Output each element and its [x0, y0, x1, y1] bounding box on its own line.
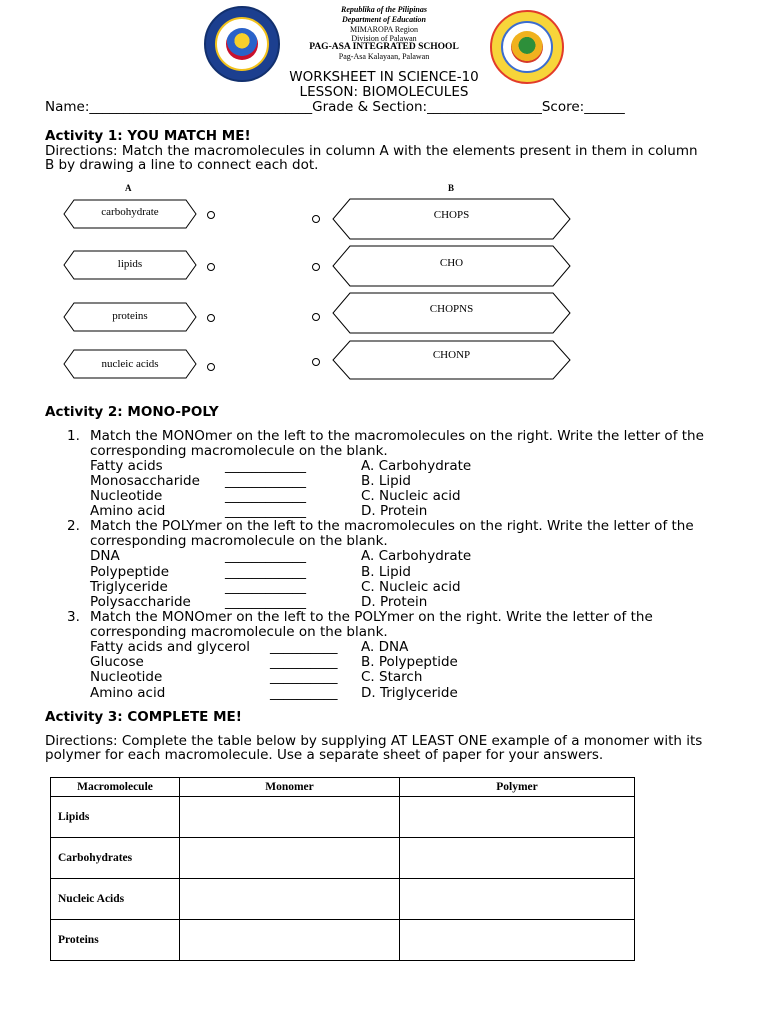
- q2-answer-blank[interactable]: ____________: [225, 564, 306, 580]
- column-b-label: B: [448, 183, 455, 193]
- activity1-directions-2: B by drawing a line to connect each dot.: [45, 157, 319, 173]
- row-header-carbohydrates: Carbohydrates: [51, 838, 180, 879]
- q3-number: 3.: [67, 609, 80, 625]
- column-a-item-nucleic-acids[interactable]: nucleic acids: [101, 358, 159, 370]
- column-b-dot: [313, 264, 320, 271]
- row-header-lipids: Lipids: [51, 797, 180, 838]
- activity3-directions-1: Directions: Complete the table below by supplying AT LEAST ONE example of a monomer with its: [45, 733, 703, 749]
- monomer-cell[interactable]: [180, 797, 400, 838]
- q2-instruction-1: Match the POLYmer on the left to the macromolecules on the right. Write the letter of the: [90, 518, 694, 534]
- header-republic: Republika of the Pilipinas: [340, 5, 427, 14]
- column-a-dot: [208, 364, 215, 371]
- q1-right-option: D. Protein: [361, 503, 428, 519]
- activity1-directions-1: Directions: Match the macromolecules in column A with the elements present in them in column: [45, 143, 698, 159]
- q1-instruction-2: corresponding macromolecule on the blank.: [90, 443, 388, 459]
- q3-right-option: B. Polypeptide: [361, 654, 458, 670]
- q1-answer-blank[interactable]: ____________: [225, 473, 306, 489]
- q2-number: 2.: [67, 518, 80, 534]
- header-school: PAG-ASA INTEGRATED SCHOOL: [309, 42, 459, 52]
- q3-left-item: Nucleotide: [90, 669, 163, 685]
- column-a-dot: [208, 212, 215, 219]
- header-address: Pag-Asa Kalayaan, Palawan: [338, 52, 430, 61]
- column-b-item-chonp[interactable]: CHONP: [432, 349, 471, 361]
- q3-right-option: D. Triglyceride: [361, 685, 458, 701]
- row-header-nucleic-acids: Nucleic Acids: [51, 879, 180, 920]
- q1-left-item: Nucleotide: [90, 488, 163, 504]
- column-a-item-proteins[interactable]: proteins: [112, 310, 148, 322]
- q1-right-option: A. Carbohydrate: [361, 458, 472, 474]
- q3-instruction-2: corresponding macromolecule on the blank.: [90, 624, 388, 640]
- q3-left-item: Glucose: [90, 654, 144, 670]
- q1-answer-blank[interactable]: ____________: [225, 503, 306, 519]
- table-row: [51, 879, 635, 920]
- q3-answer-blank[interactable]: __________: [270, 685, 338, 701]
- polymer-cell[interactable]: [400, 797, 635, 838]
- column-b-dot: [313, 314, 320, 321]
- col-header-polymer: Polymer: [400, 778, 635, 797]
- q1-instruction-1: Match the MONOmer on the left to the macromolecules on the right. Write the letter of the: [90, 428, 704, 444]
- column-a-item-carbohydrate[interactable]: carbohydrate: [101, 206, 159, 218]
- monomer-cell[interactable]: [180, 879, 400, 920]
- monomer-cell[interactable]: [180, 920, 400, 961]
- table-header-row: [51, 778, 635, 797]
- polymer-cell[interactable]: [400, 920, 635, 961]
- table-row: [51, 920, 635, 961]
- q2-left-item: Polysaccharide: [90, 594, 191, 610]
- q1-number: 1.: [67, 428, 80, 444]
- worksheet-title: WORKSHEET IN SCIENCE-10: [289, 69, 479, 85]
- q1-left-item: Amino acid: [90, 503, 166, 519]
- q2-answer-blank[interactable]: ____________: [225, 579, 306, 595]
- q2-left-item: DNA: [90, 548, 120, 564]
- q1-right-option: C. Nucleic acid: [361, 488, 461, 504]
- q2-right-option: A. Carbohydrate: [361, 548, 472, 564]
- activity2-heading: Activity 2: MONO-POLY: [45, 404, 219, 420]
- q2-right-option: B. Lipid: [361, 564, 412, 580]
- q2-right-option: D. Protein: [361, 594, 428, 610]
- q3-answer-blank[interactable]: __________: [270, 639, 338, 655]
- col-header-macromolecule: Macromolecule: [51, 778, 180, 797]
- column-a-dot: [208, 315, 215, 322]
- q2-instruction-2: corresponding macromolecule on the blank.: [90, 533, 388, 549]
- column-b-dot: [313, 216, 320, 223]
- column-a-item-lipids[interactable]: lipids: [117, 258, 143, 270]
- q2-right-option: C. Nucleic acid: [361, 579, 461, 595]
- activity1-match-shapes: [0, 0, 768, 400]
- header-division: Division of Palawan: [351, 34, 417, 43]
- macromolecule-table: [50, 777, 635, 961]
- column-b-item-chopns[interactable]: CHOPNS: [429, 303, 474, 315]
- table-row: [51, 797, 635, 838]
- column-b-dot: [313, 359, 320, 366]
- activity1-heading: Activity 1: YOU MATCH ME!: [45, 128, 251, 144]
- q2-answer-blank[interactable]: ____________: [225, 594, 306, 610]
- activity3-heading: Activity 3: COMPLETE ME!: [45, 709, 242, 725]
- lesson-title: LESSON: BIOMOLECULES: [299, 84, 469, 100]
- q1-right-option: B. Lipid: [361, 473, 412, 489]
- q3-right-option: C. Starch: [361, 669, 423, 685]
- q3-left-item: Amino acid: [90, 685, 166, 701]
- column-b-item-cho[interactable]: CHO: [439, 257, 464, 269]
- column-a-dot: [208, 264, 215, 271]
- polymer-cell[interactable]: [400, 879, 635, 920]
- name-grade-score-line: Name:_________________________________Grade & Section:_________________Score:______: [45, 99, 625, 115]
- monomer-cell[interactable]: [180, 838, 400, 879]
- polymer-cell[interactable]: [400, 838, 635, 879]
- column-b-item-chops[interactable]: CHOPS: [433, 209, 470, 221]
- q2-left-item: Polypeptide: [90, 564, 170, 580]
- row-header-proteins: Proteins: [51, 920, 180, 961]
- column-a-label: A: [125, 183, 132, 193]
- q1-left-item: Fatty acids: [90, 458, 163, 474]
- q1-left-item: Monosaccharide: [90, 473, 200, 489]
- table-row: [51, 838, 635, 879]
- q3-answer-blank[interactable]: __________: [270, 654, 338, 670]
- q1-answer-blank[interactable]: ____________: [225, 488, 306, 504]
- header-region: MIMAROPA Region: [350, 25, 418, 34]
- q3-answer-blank[interactable]: __________: [270, 669, 338, 685]
- q3-left-item: Fatty acids and glycerol: [90, 639, 250, 655]
- col-header-monomer: Monomer: [180, 778, 400, 797]
- q1-answer-blank[interactable]: ____________: [225, 458, 306, 474]
- q3-right-option: A. DNA: [361, 639, 409, 655]
- q2-answer-blank[interactable]: ____________: [225, 548, 306, 564]
- header-department: Department of Education: [341, 15, 426, 24]
- activity3-directions-2: polymer for each macromolecule. Use a separate sheet of paper for your answers.: [45, 747, 604, 763]
- q3-instruction-1: Match the MONOmer on the left to the POLYmer on the right. Write the letter of the: [90, 609, 653, 625]
- q2-left-item: Triglyceride: [90, 579, 168, 595]
